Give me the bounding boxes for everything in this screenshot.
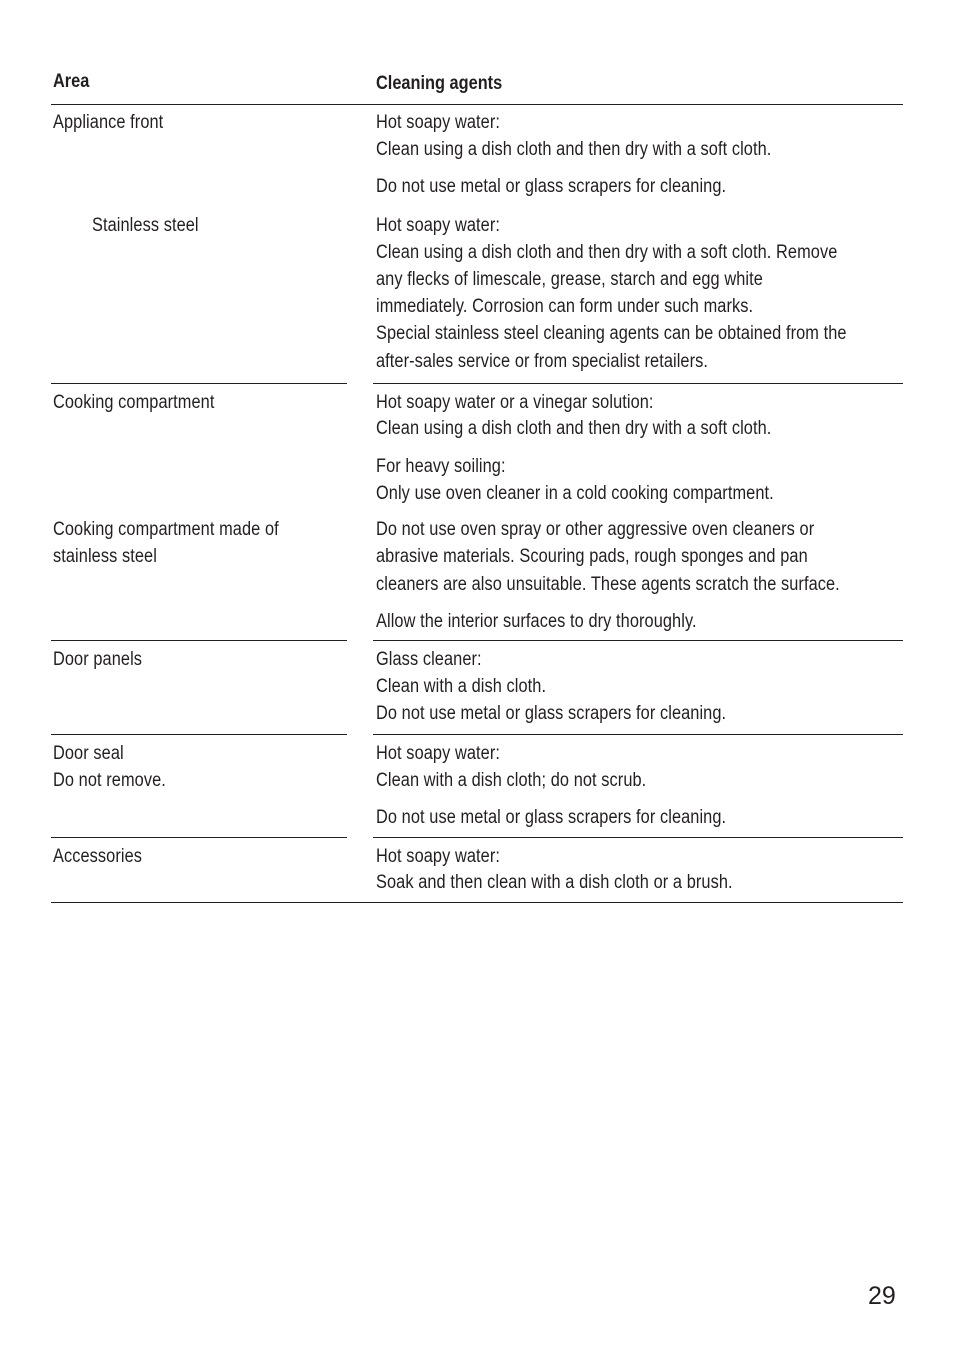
agent-line: Hot soapy water or a vinegar solution: <box>376 392 654 413</box>
agent-line: after-sales service or from specialist retailers. <box>376 351 709 372</box>
row-rule-left <box>51 640 347 641</box>
agent-line: immediately. Corrosion can form under such marks. <box>376 296 754 317</box>
agent-line: cleaners are also unsuitable. These agents scratch the surface. <box>376 574 840 595</box>
agent-line: Hot soapy water: <box>376 112 500 133</box>
agent-line: Do not use oven spray or other aggressive oven cleaners or <box>376 519 815 540</box>
agent-line: Do not use metal or glass scrapers for cleaning. <box>376 176 727 197</box>
row-rule-left <box>51 837 347 838</box>
row-rule-left <box>51 734 347 735</box>
agent-line: Clean with a dish cloth; do not scrub. <box>376 770 647 791</box>
area-accessories: Accessories <box>53 846 143 867</box>
agent-line: Clean using a dish cloth and then dry with a soft cloth. <box>376 418 772 439</box>
agent-line: Clean using a dish cloth and then dry with a soft cloth. Remove <box>376 242 838 263</box>
area-door-seal: Door seal <box>53 743 124 764</box>
area-cooking-compartment: Cooking compartment <box>53 392 215 413</box>
agent-line: Hot soapy water: <box>376 215 500 236</box>
agent-line: Clean using a dish cloth and then dry with a soft cloth. <box>376 139 772 160</box>
column-header-cleaning-agents: Cleaning agents <box>376 73 503 94</box>
area-door-seal-note: Do not remove. <box>53 770 166 791</box>
table-bottom-rule <box>51 902 903 903</box>
row-rule-left <box>51 383 347 384</box>
header-rule <box>51 104 903 105</box>
agent-line: For heavy soiling: <box>376 456 506 477</box>
agent-line: Do not use metal or glass scrapers for cleaning. <box>376 703 727 724</box>
agent-line: Special stainless steel cleaning agents can be obtained from the <box>376 323 847 344</box>
area-cooking-compartment-stainless: Cooking compartment made of <box>53 519 279 540</box>
area-stainless-steel: Stainless steel <box>92 215 199 236</box>
row-rule-right <box>373 640 903 641</box>
agent-line: Glass cleaner: <box>376 649 482 670</box>
area-cooking-compartment-stainless: stainless steel <box>53 546 157 567</box>
agent-line: Clean with a dish cloth. <box>376 676 547 697</box>
row-rule-right <box>373 734 903 735</box>
area-door-panels: Door panels <box>53 649 143 670</box>
area-appliance-front: Appliance front <box>53 112 164 133</box>
agent-line: Allow the interior surfaces to dry thoroughly. <box>376 611 697 632</box>
page-number: 29 <box>868 1282 896 1310</box>
agent-line: Soak and then clean with a dish cloth or a brush. <box>376 872 733 893</box>
column-header-area: Area <box>53 71 90 92</box>
agent-line: any flecks of limescale, grease, starch and egg white <box>376 269 763 290</box>
agent-line: Do not use metal or glass scrapers for cleaning. <box>376 807 727 828</box>
agent-line: Hot soapy water: <box>376 846 500 867</box>
agent-line: Only use oven cleaner in a cold cooking compartment. <box>376 483 774 504</box>
agent-line: abrasive materials. Scouring pads, rough sponges and pan <box>376 546 808 567</box>
row-rule-right <box>373 837 903 838</box>
row-rule-right <box>373 383 903 384</box>
agent-line: Hot soapy water: <box>376 743 500 764</box>
